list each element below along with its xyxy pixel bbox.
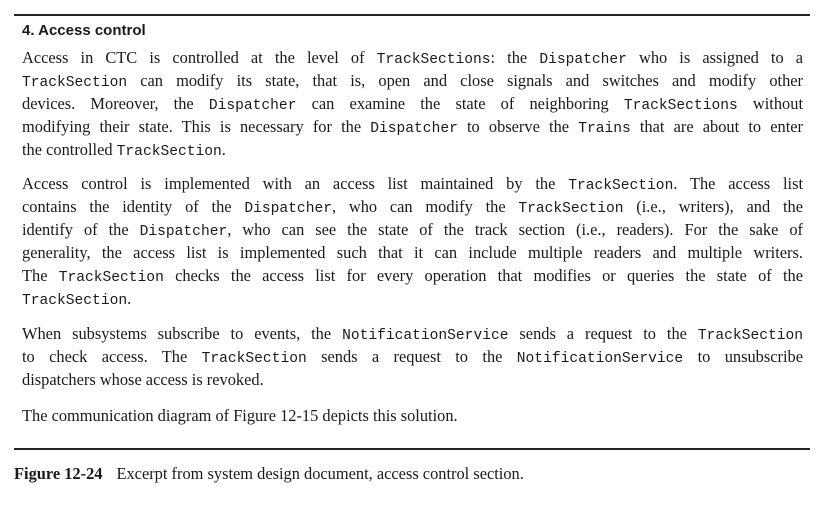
text-line <box>22 345 803 368</box>
text-line <box>22 138 803 161</box>
text-run: When subsystems subscribe to events, the <box>22 324 343 343</box>
text-line <box>22 172 803 195</box>
text-run: without <box>737 94 803 113</box>
text-run: Access control is implemented with an access list maintained by the <box>22 174 569 193</box>
text-line <box>22 195 803 218</box>
figure-label: Figure 12-24 <box>14 464 103 483</box>
text-line <box>22 46 803 69</box>
text-run: the controlled <box>22 140 117 159</box>
text-line <box>22 92 803 115</box>
figure-caption-text: Excerpt from system design document, access control section. <box>116 464 524 483</box>
text-run: sends a request to the <box>306 347 517 366</box>
text-run: sends a request to the <box>508 324 698 343</box>
text-run: identify of the <box>22 220 140 239</box>
text-run: generality, the access list is implemented such that it can include multiple readers and multiple writers. <box>22 243 803 262</box>
text-line <box>22 115 803 138</box>
figure-caption <box>14 464 524 484</box>
text-run: : the <box>490 48 540 67</box>
code-identifier: TrackSections <box>376 52 491 68</box>
paragraph-4 <box>22 404 803 427</box>
code-identifier: TrackSection <box>518 201 624 217</box>
code-identifier: NotificationService <box>516 351 684 367</box>
code-identifier: TrackSection <box>22 75 128 91</box>
paragraph-1 <box>22 46 803 161</box>
code-identifier: TrackSection <box>568 178 674 194</box>
text-run: (i.e., writers), and the <box>623 197 804 216</box>
text-line <box>22 69 803 92</box>
code-identifier: TrackSection <box>58 270 164 286</box>
text-run: checks the access list for every operation that modifies or queries the state of the <box>163 266 803 285</box>
code-identifier: Dispatcher <box>370 121 458 137</box>
section-heading: 4. Access control <box>22 22 146 39</box>
text-line <box>22 218 803 241</box>
code-identifier: TrackSection <box>201 351 307 367</box>
code-identifier: TrackSection <box>697 328 803 344</box>
text-line <box>22 241 803 264</box>
text-run: can examine the state of neighboring <box>296 94 624 113</box>
text-line <box>22 368 803 391</box>
paragraph-3 <box>22 322 803 391</box>
text-line <box>22 322 803 345</box>
text-run: to check access. The <box>22 347 202 366</box>
text-run: . <box>127 289 132 308</box>
text-run: , who can see the state of the track section (i.e., readers). For the sake of <box>227 220 803 239</box>
text-run: that are about to enter <box>630 117 803 136</box>
text-run: , who can modify the <box>331 197 519 216</box>
text-run: The communication diagram of Figure 12-15 depicts this solution. <box>22 406 458 425</box>
text-run: can modify its state, that is, open and close signals and switches and modify other <box>127 71 803 90</box>
text-run: contains the identity of the <box>22 197 245 216</box>
code-identifier: TrackSections <box>623 98 738 114</box>
text-run: dispatchers whose access is revoked. <box>22 370 264 389</box>
text-run: who is assigned to a <box>626 48 804 67</box>
code-identifier: NotificationService <box>342 328 509 344</box>
text-run: to observe the <box>457 117 579 136</box>
text-run: The <box>22 266 59 285</box>
code-identifier: TrackSection <box>116 144 222 160</box>
code-identifier: TrackSection <box>22 293 128 309</box>
top-rule <box>14 14 810 16</box>
code-identifier: Dispatcher <box>539 52 627 68</box>
text-run: Access in CTC is controlled at the level of <box>22 48 377 67</box>
text-run: . <box>221 140 226 159</box>
text-line <box>22 264 803 287</box>
text-run: devices. Moreover, the <box>22 94 209 113</box>
code-identifier: Trains <box>578 121 631 137</box>
text-run: . The access list <box>673 174 803 193</box>
code-identifier: Dispatcher <box>208 98 297 114</box>
text-line <box>22 404 803 427</box>
text-line <box>22 287 803 310</box>
code-identifier: Dispatcher <box>139 224 228 240</box>
text-run: modifying their state. This is necessary for the <box>22 117 371 136</box>
code-identifier: Dispatcher <box>244 201 332 217</box>
paragraph-2 <box>22 172 803 310</box>
bottom-rule <box>14 448 810 450</box>
text-run: to unsubscribe <box>683 347 804 366</box>
